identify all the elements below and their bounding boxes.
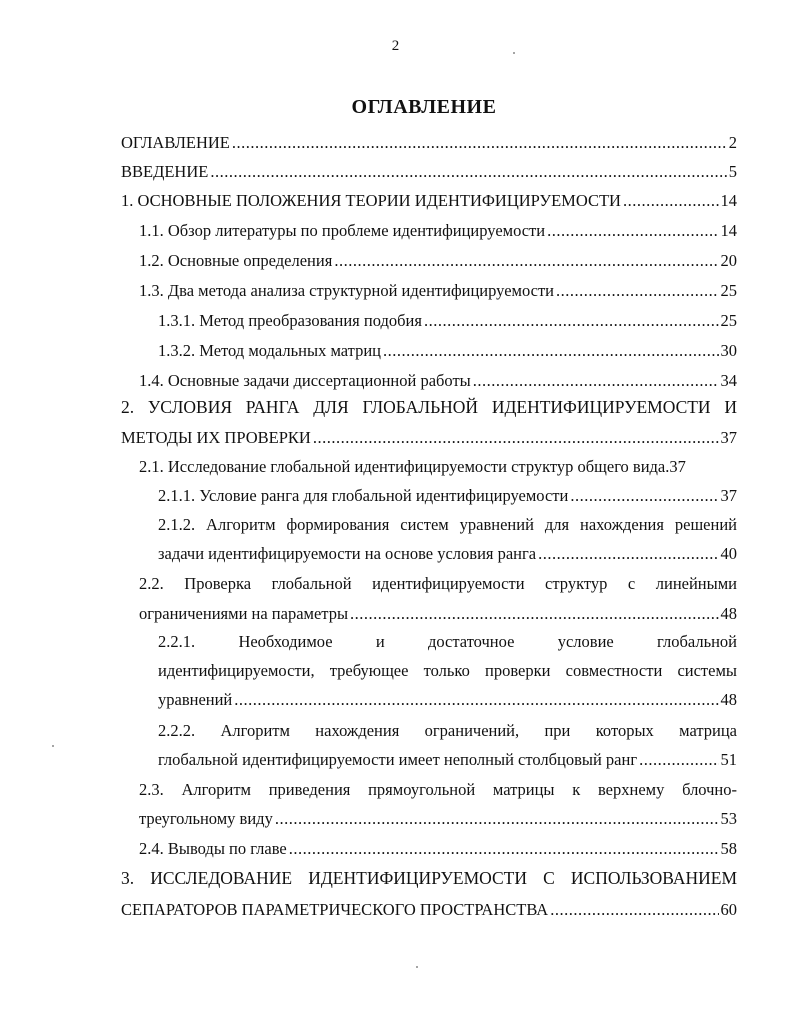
toc-entry-2-4[interactable] bbox=[139, 834, 737, 863]
toc-entry-title: 1.3. Два метода анализа структурной идентифицируемости bbox=[139, 281, 554, 300]
toc-entry-row bbox=[158, 539, 737, 568]
toc-page-number: 37 bbox=[669, 457, 686, 476]
toc-entry-title-line: 2. УСЛОВИЯ РАНГА ДЛЯ ГЛОБАЛЬНОЙ ИДЕНТИФИЦИРУЕМОСТИ И bbox=[121, 397, 737, 417]
toc-entry-1-1[interactable] bbox=[139, 216, 737, 245]
dot-leader bbox=[232, 128, 727, 157]
toc-entry-1-4[interactable] bbox=[139, 366, 737, 395]
toc-page-number: 48 bbox=[720, 690, 737, 709]
toc-page-number: 37 bbox=[720, 428, 737, 447]
dot-leader bbox=[275, 804, 719, 833]
toc-page-number: 25 bbox=[720, 281, 737, 300]
toc-entry-chapter-1[interactable] bbox=[121, 186, 737, 215]
toc-page-number: 14 bbox=[720, 221, 737, 240]
toc-entry-title-line: 2.2.1. Необходимое и достаточное условие глобальной bbox=[158, 632, 737, 651]
toc-page-number: 30 bbox=[720, 341, 737, 360]
toc-page-number: 53 bbox=[720, 809, 737, 828]
toc-entry-title-line: задачи идентифицируемости на основе условия ранга bbox=[158, 544, 537, 563]
toc-entry-title-line: МЕТОДЫ ИХ ПРОВЕРКИ bbox=[121, 428, 311, 447]
dot-leader bbox=[547, 216, 718, 245]
dot-leader bbox=[538, 539, 718, 568]
toc-entry-1-3-1[interactable] bbox=[158, 306, 737, 335]
dot-leader bbox=[383, 336, 719, 365]
scan-speck bbox=[416, 966, 418, 968]
toc-page-number: 40 bbox=[720, 544, 737, 563]
toc-page-number: 51 bbox=[720, 750, 737, 769]
toc-page-number: 37 bbox=[720, 486, 737, 505]
toc-entry-2-1[interactable] bbox=[139, 452, 737, 481]
dot-leader bbox=[289, 834, 719, 863]
toc-entry-title: 2.1.1. Условие ранга для глобальной идентифицируемости bbox=[158, 486, 569, 505]
page-number: 2 bbox=[391, 38, 400, 54]
dot-leader bbox=[234, 685, 718, 714]
dot-leader bbox=[550, 895, 718, 924]
toc-page-number: 14 bbox=[720, 191, 737, 210]
toc-entry-title: 1.2. Основные определения bbox=[139, 251, 333, 270]
toc-entry-row bbox=[139, 804, 737, 833]
toc-entry-title: 2.1. Исследование глобальной идентифицируемости структур общего вида. bbox=[139, 457, 670, 476]
toc-entry-title-line: 2.3. Алгоритм приведения прямоугольной матрицы к верхнему блочно- bbox=[139, 780, 737, 799]
toc-entry-1-3[interactable] bbox=[139, 276, 737, 305]
dot-leader bbox=[556, 276, 719, 305]
toc-entry-title: 1. ОСНОВНЫЕ ПОЛОЖЕНИЯ ТЕОРИИ ИДЕНТИФИЦИРУЕМОСТИ bbox=[121, 191, 621, 210]
toc-page-number: 25 bbox=[720, 311, 737, 330]
toc-page-number: 5 bbox=[728, 162, 737, 181]
toc-entry-title: 1.3.1. Метод преобразования подобия bbox=[158, 311, 422, 330]
toc-entry-title: 2.4. Выводы по главе bbox=[139, 839, 287, 858]
toc-page-number: 48 bbox=[720, 604, 737, 623]
dot-leader bbox=[210, 157, 726, 186]
toc-entry-row bbox=[121, 423, 737, 452]
dot-leader bbox=[334, 246, 718, 275]
page-title: ОГЛАВЛЕНИЕ bbox=[351, 96, 497, 118]
toc-entry-contents[interactable] bbox=[121, 128, 737, 157]
toc-entry-title-line: 3. ИССЛЕДОВАНИЕ ИДЕНТИФИЦИРУЕМОСТИ С ИСПОЛЬЗОВАНИЕМ bbox=[121, 868, 737, 888]
toc-entry-title: 1.4. Основные задачи диссертационной работы bbox=[139, 371, 471, 390]
toc-entry-title: 1.1. Обзор литературы по проблеме идентифицируемости bbox=[139, 221, 546, 240]
toc-entry-title-line: ограничениями на параметры bbox=[139, 604, 349, 623]
toc-page-number: 20 bbox=[720, 251, 737, 270]
toc-entry-title: ОГЛАВЛЕНИЕ bbox=[121, 133, 230, 152]
toc-entry-title-line: треугольному виду bbox=[139, 809, 273, 828]
toc-entry-row bbox=[121, 895, 737, 924]
dot-leader bbox=[639, 745, 718, 774]
toc-entry-title-line: уравнений bbox=[158, 690, 233, 709]
toc-entry-1-3-2[interactable] bbox=[158, 336, 737, 365]
toc-entry-title-line: СЕПАРАТОРОВ ПАРАМЕТРИЧЕСКОГО ПРОСТРАНСТВА bbox=[121, 900, 549, 919]
dot-leader bbox=[350, 599, 718, 628]
toc-entry-2-1-1[interactable] bbox=[158, 481, 737, 510]
toc-entry-title-line: идентифицируемости, требующее только проверки совместности системы bbox=[158, 661, 737, 680]
toc-page-number: 60 bbox=[720, 900, 737, 919]
toc-entry-row bbox=[158, 685, 737, 714]
scan-speck bbox=[513, 52, 515, 54]
toc-entry-row bbox=[139, 599, 737, 628]
toc-entry-row bbox=[158, 745, 737, 774]
dot-leader bbox=[473, 366, 719, 395]
toc-entry-introduction[interactable] bbox=[121, 157, 737, 186]
dot-leader bbox=[313, 423, 719, 452]
toc-entry-1-2[interactable] bbox=[139, 246, 737, 275]
toc-page-number: 58 bbox=[720, 839, 737, 858]
toc-entry-title-line: 2.2. Проверка глобальной идентифицируемости структур с линейными bbox=[139, 574, 737, 593]
toc-entry-title: 1.3.2. Метод модальных матриц bbox=[158, 341, 381, 360]
toc-entry-title-line: глобальной идентифицируемости имеет неполный столбцовый ранг bbox=[158, 750, 638, 769]
dot-leader bbox=[623, 186, 719, 215]
dot-leader bbox=[424, 306, 719, 335]
toc-entry-title-line: 2.2.2. Алгоритм нахождения ограничений, при которых матрица bbox=[158, 721, 737, 740]
toc-page-number: 34 bbox=[720, 371, 737, 390]
scan-speck bbox=[52, 745, 54, 747]
dot-leader bbox=[570, 481, 718, 510]
toc-entry-title-line: 2.1.2. Алгоритм формирования систем уравнений для нахождения решений bbox=[158, 515, 737, 534]
toc-page-number: 2 bbox=[728, 133, 737, 152]
toc-entry-title: ВВЕДЕНИЕ bbox=[121, 162, 209, 181]
